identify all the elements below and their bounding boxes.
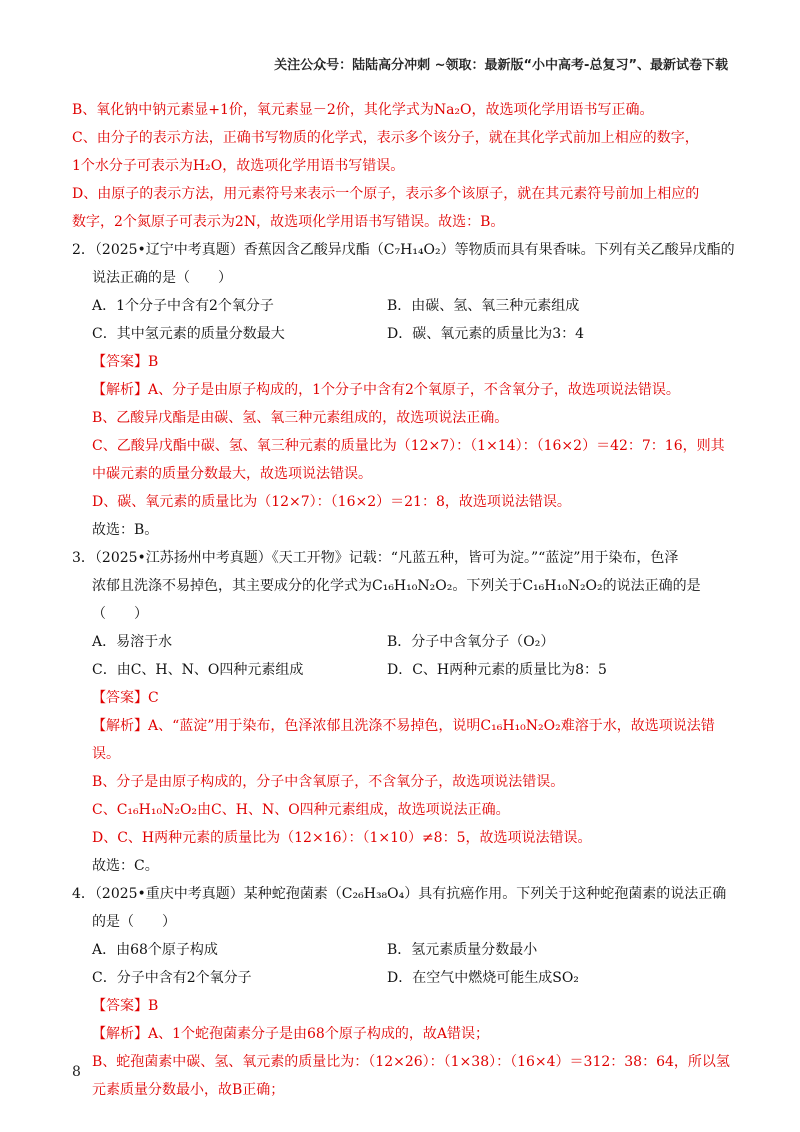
- answer-option: B．由碳、氢、氧三种元素组成: [387, 298, 580, 314]
- answer-options-row: [72, 964, 728, 992]
- question-stem: 3．（2025•江苏扬州中考真题）《天工开物》记载：“凡蓝五种，皆可为淀。”“蓝淀”用于染布，色泽: [72, 550, 679, 566]
- answer-options-row: [72, 936, 728, 964]
- answer-option: D．C、H两种元素的质量比为8：5: [387, 662, 607, 678]
- explanation-line: 【解析】A、分子是由原子构成的，1个分子中含有2个氧原子，不含氧分子，故选项说法错误。: [92, 382, 680, 398]
- explanation-line: B、蛇孢菌素中碳、氢、氧元素的质量比为：（12×26）：（1×38）：（16×4）＝312：38：64，所以氢: [92, 1054, 730, 1070]
- explanation-line: 中碳元素的质量分数最大，故选项说法错误。: [92, 466, 372, 482]
- answer-option: C．其中氢元素的质量分数最大: [92, 326, 285, 342]
- answer-line: 【答案】C: [92, 690, 159, 706]
- answer-option: A．1个分子中含有2个氧分子: [92, 298, 274, 314]
- text-line: 的是（ ）: [92, 914, 176, 930]
- answer-options-row: [72, 656, 728, 684]
- explanation-line: 数字，2个氮原子可表示为2N，故选项化学用语书写错误。故选：B。: [72, 214, 505, 230]
- answer-option: A．由68个原子构成: [92, 942, 218, 958]
- explanation-line: B、乙酸异戊酯是由碳、氢、氧三种元素组成的，故选项说法正确。: [92, 410, 509, 426]
- explanation-line: 【解析】A、“蓝淀”用于染布，色泽浓郁且洗涤不易掉色，说明C₁₆H₁₀N₂O₂难溶于水，故选项说法错: [92, 718, 715, 734]
- explanation-line: D、碳、氧元素的质量比为（12×7）：（16×2）＝21：8，故选项说法错误。: [92, 494, 571, 510]
- answer-option: A．易溶于水: [92, 634, 173, 650]
- explanation-line: D、C、H两种元素的质量比为（12×16）：（1×10）≠8：5，故选项说法错误。: [92, 830, 592, 846]
- answer-option: D．碳、氧元素的质量比为3：4: [387, 326, 585, 342]
- document-body: [72, 96, 735, 1104]
- explanation-line: 【解析】A、1个蛇孢菌素分子是由68个原子构成的，故A错误；: [92, 1026, 489, 1042]
- answer-option: B．氢元素质量分数最小: [387, 942, 538, 958]
- question-stem: 2．（2025•辽宁中考真题）香蕉因含乙酸异戊酯（C₇H₁₄O₂）等物质而具有果香味。下列有关乙酸异戊酯的: [72, 242, 735, 258]
- explanation-line: 元素质量分数最小，故B正确；: [92, 1082, 285, 1098]
- question-stem: 4．（2025•重庆中考真题）某种蛇孢菌素（C₂₆H₃₈O₄）具有抗癌作用。下列关于这种蛇孢菌素的说法正确: [72, 886, 727, 902]
- text-line: 说法正确的是（ ）: [92, 270, 232, 286]
- text-line: （ ）: [92, 606, 148, 622]
- text-line: 故选：C。: [92, 858, 159, 874]
- answer-option: D．在空气中燃烧可能生成SO₂: [387, 970, 579, 986]
- text-line: 浓郁且洗涤不易掉色，其主要成分的化学式为C₁₆H₁₀N₂O₂。下列关于C₁₆H₁₀N₂O₂的说法正确的是: [92, 578, 701, 594]
- page-number: 8: [72, 1064, 81, 1080]
- explanation-line: B、分子是由原子构成的，分子中含氧原子，不含氧分子，故选项说法错误。: [92, 774, 565, 790]
- answer-options-row: [72, 320, 728, 348]
- answer-line: 【答案】B: [92, 998, 159, 1014]
- page-header: 关注公众号：陆陆高分冲刺 ~领取：最新版“小中高考-总复习”、最新试卷下载: [274, 58, 728, 73]
- text-line: 故选：B。: [92, 522, 159, 538]
- explanation-line: 误。: [92, 746, 120, 762]
- answer-option: B．分子中含氧分子（O₂）: [387, 634, 555, 650]
- answer-option: C．分子中含有2个氧分子: [92, 970, 252, 986]
- answer-option: C．由C、H、N、O四种元素组成: [92, 662, 304, 678]
- answer-options-row: [72, 292, 728, 320]
- explanation-line: C、C₁₆H₁₀N₂O₂由C、H、N、O四种元素组成，故选项说法正确。: [92, 802, 510, 818]
- explanation-line: B、氧化钠中钠元素显+1价，氧元素显－2价，其化学式为Na₂O，故选项化学用语书写正确。: [72, 102, 654, 118]
- explanation-line: D、由原子的表示方法，用元素符号来表示一个原子，表示多个该原子，就在其元素符号前加上相应的: [72, 186, 700, 202]
- answer-line: 【答案】B: [92, 354, 159, 370]
- explanation-line: C、乙酸异戊酯中碳、氢、氧三种元素的质量比为（12×7）：（1×14）：（16×2）＝42：7：16，则其: [92, 438, 725, 454]
- explanation-line: C、由分子的表示方法，正确书写物质的化学式，表示多个该分子，就在其化学式前加上相应的数字，: [72, 130, 699, 146]
- explanation-line: 1个水分子可表示为H₂O，故选项化学用语书写错误。: [72, 158, 405, 174]
- answer-options-row: [72, 628, 728, 656]
